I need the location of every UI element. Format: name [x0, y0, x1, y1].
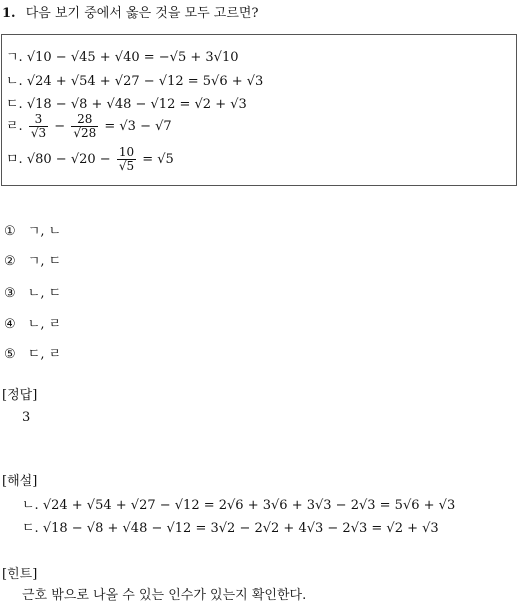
- fraction-numerator: 10: [118, 145, 135, 159]
- fraction-numerator: 3: [29, 113, 48, 127]
- box-item-5: [6, 146, 174, 173]
- choice-mark: ③: [4, 286, 16, 301]
- example-box: [1, 34, 517, 186]
- choice-text: ㄴ, ㄹ: [27, 317, 62, 332]
- box-item-label: ㄱ.: [6, 50, 23, 65]
- box-item-label: ㄷ.: [6, 97, 23, 112]
- choice-text: ㄱ, ㄷ: [27, 254, 62, 269]
- choice-mark: ⑤: [4, 347, 16, 362]
- box-item-label: ㅁ.: [6, 152, 23, 168]
- choice-2[interactable]: [4, 250, 61, 269]
- hint-label: [힌트]: [2, 567, 38, 582]
- box-item-3: [6, 93, 247, 112]
- box-item-1: [6, 46, 239, 65]
- fraction-numerator: 28: [71, 113, 98, 127]
- box-item-2: [6, 70, 263, 89]
- box-item-label: ㄴ.: [6, 74, 23, 89]
- question-number: 1.: [2, 6, 16, 21]
- choice-3[interactable]: [4, 282, 61, 301]
- answer-value: 3: [22, 410, 31, 425]
- choice-text: ㄷ, ㄹ: [27, 347, 62, 362]
- fraction: [29, 113, 48, 140]
- fraction: [71, 113, 98, 140]
- choice-text: ㄴ, ㄷ: [27, 286, 62, 301]
- box-item-label: ㄹ.: [6, 119, 23, 135]
- question-text: 다음 보기 중에서 옳은 것을 모두 고르면?: [25, 6, 259, 21]
- choice-mark: ①: [4, 224, 16, 239]
- box-item-4: [6, 113, 172, 140]
- answer-label: [정답]: [2, 388, 38, 403]
- choice-text: ㄱ, ㄴ: [27, 224, 62, 239]
- choice-mark: ②: [4, 254, 16, 269]
- expr-rest: = √5: [142, 152, 174, 168]
- choice-mark: ④: [4, 317, 16, 332]
- operator: −: [54, 119, 66, 135]
- explanation-line-1: ㄴ. √24 + √54 + √27 − √12 = 2√6 + 3√6 + 3√3 − 2√3 = 5√6 + √3: [22, 498, 456, 513]
- question-header: [2, 2, 258, 21]
- choice-4[interactable]: [4, 313, 61, 332]
- choice-5[interactable]: [4, 343, 61, 362]
- choice-1[interactable]: [4, 220, 61, 239]
- explanation-label: [해설]: [2, 474, 38, 489]
- expr-rest: = √3 − √7: [104, 119, 172, 135]
- fraction-denominator: √28: [73, 126, 97, 141]
- hint-text: 근호 밖으로 나올 수 있는 인수가 있는지 확인한다.: [22, 588, 307, 602]
- explanation-line-2: ㄷ. √18 − √8 + √48 − √12 = 3√2 − 2√2 + 4√3 − 2√3 = √2 + √3: [22, 521, 439, 536]
- box-item-expr: √18 − √8 + √48 − √12 = √2 + √3: [26, 97, 247, 112]
- box-item-expr: √24 + √54 + √27 − √12 = 5√6 + √3: [26, 74, 264, 89]
- fraction-denominator: √3: [30, 126, 47, 141]
- fraction: [117, 146, 136, 173]
- fraction-denominator: √5: [118, 159, 135, 174]
- box-item-expr: √10 − √45 + √40 = −√5 + 3√10: [26, 50, 239, 65]
- expr-lead: √80 − √20 −: [26, 152, 111, 168]
